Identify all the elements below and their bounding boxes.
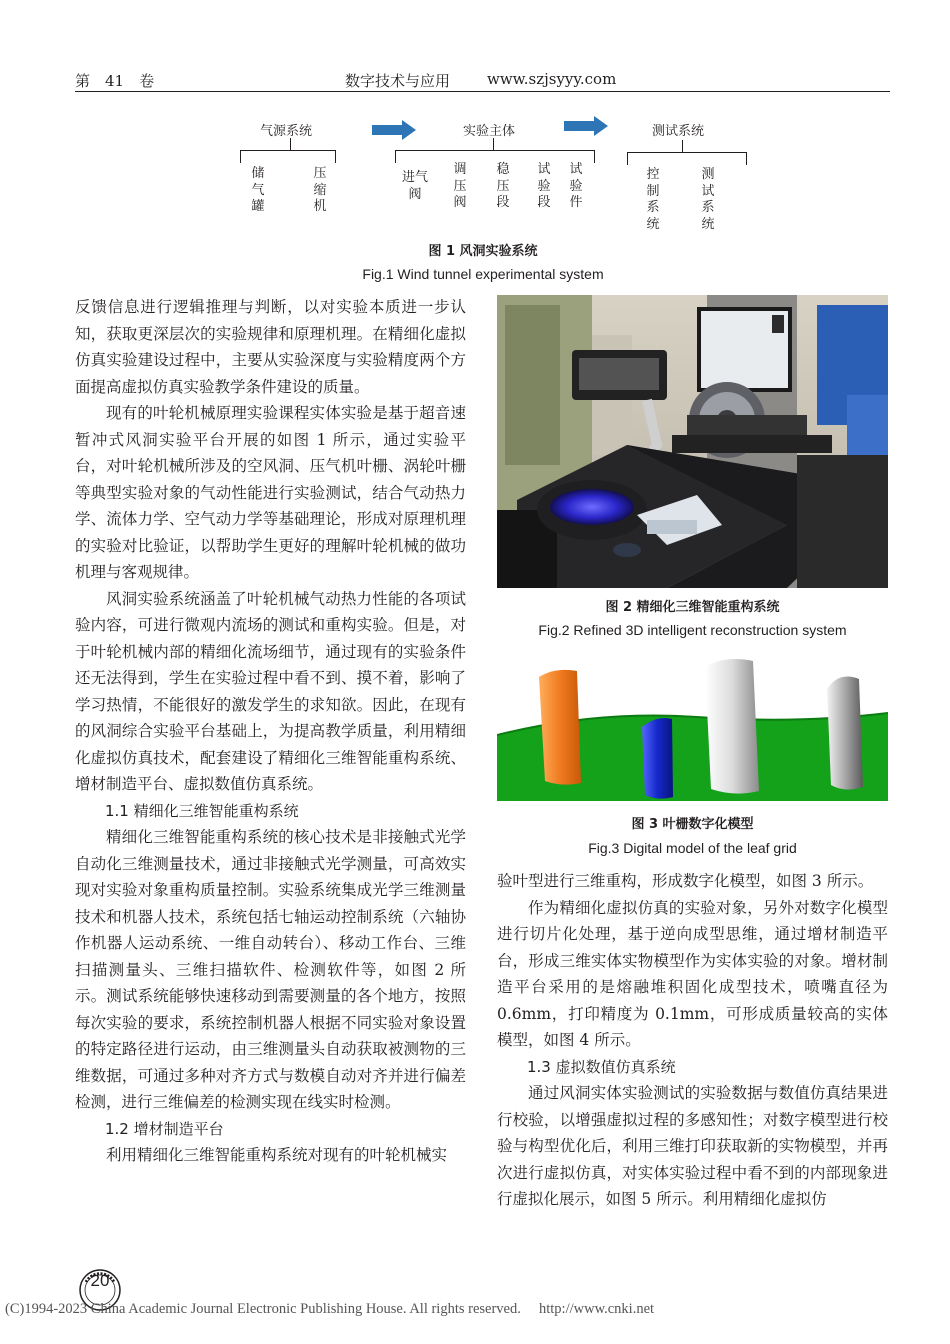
body-paragraph: 作为精细化虚拟仿真的实验对象，另外对数字化模型进行切片化处理，基于逆向成型思维，通过增材制造平台，形成三维实体实物模型作为实体实验的对象。增材制造平台采用的是熔融堆积固化成型技术，喷嘴直径为 0.6mm，打印精度为 0.1mm，可形成质量较高的实体模型，如图 4 所示。 xyxy=(497,898,888,1049)
group-main-body: 实验主体 xyxy=(463,124,516,139)
figure-2-caption-cn: 图 2 精细化三维智能重构系统 xyxy=(605,600,780,615)
item-test-piece: 试验件 xyxy=(569,162,583,210)
body-paragraph: 现有的叶轮机械原理实验课程实体实验是基于超音速暂冲式风洞实验平台开展的如图 1 所示，通过实验平台，对叶轮机械所涉及的空风洞、压气机叶栅、涡轮叶栅等典型实验对象的气动性能进行实验测试，结合气动热力学、流体力学、空气动力学等基础理论，形成对原理机理的实验对比验证，以帮助学生更好的理解叶轮机械的做功机理与客观规律。 xyxy=(75,404,466,581)
body-paragraph: 验叶型进行三维重构，形成数字化模型，如图 3 所示。 xyxy=(497,872,874,890)
body-paragraph: 风洞实验系统涵盖了叶轮机械气动热力性能的各项试验内容，可进行微观内流场的测试和重构实验。但是，对于叶轮机械内部的精细化流场细节，通过现有的实验条件还无法得到，学生在实验过程中看不到、摸不着，影响了学习热情，不能很好的激发学生的求知欲。因此，在现有的风洞综合实验平台基础上，为提高教学质量，利用精细化虚拟仿真技术，配套建设了精细化三维智能重构系统、增材制造平台、虚拟数值仿真系统。 xyxy=(75,589,466,793)
item-pressure-valve: 调压阀 xyxy=(453,162,467,210)
section-heading: 1.1 精细化三维智能重构系统 xyxy=(105,801,299,820)
group-test-system: 测试系统 xyxy=(652,124,705,139)
item-measurement-system: 测试系统 xyxy=(701,167,715,232)
item-control-system: 控制系统 xyxy=(646,167,660,232)
figure-2-photo xyxy=(497,295,888,588)
figure-3-model xyxy=(497,655,888,801)
section-heading: 1.3 虚拟数值仿真系统 xyxy=(527,1057,676,1076)
item-gas-tank: 储气罐 xyxy=(251,166,265,214)
page-number: 20 xyxy=(90,1271,110,1290)
bracket-air xyxy=(240,150,336,163)
figure-3-caption-en: Fig.3 Digital model of the leaf grid xyxy=(588,840,797,856)
lab-equipment-photo xyxy=(497,295,888,588)
figure-1-diagram xyxy=(230,110,760,240)
header-volume: 第 41 卷 xyxy=(75,72,155,90)
body-paragraph: 精细化三维智能重构系统的核心技术是非接触式光学自动化三维测量技术，通过非接触式光学测量，可高效实现对实验对象重构质量控制。实验系统集成光学三维测量技术和机器人技术，系统包括七轴运动控制系统（六轴协作机器人运动系统、一维自动转台）、移动工作台、三维扫描测量头、三维扫描软件、检测软件等，如图 2 所示。测试系统能够快速移动到需要测量的各个地方，按照每次实验的要求，系统控制机器人根据不同实验对象设置的特定路径进行运动，由三维测量头自动获取被测物的三维数据，可通过多种对齐方式与数模自动对齐并进行偏差检测，进行三维偏差的检测实现在线实时检测。 xyxy=(75,828,466,1111)
arrow-right-icon xyxy=(372,120,416,140)
arrow-right-icon xyxy=(564,116,608,136)
figure-2-caption-en: Fig.2 Refined 3D intelligent reconstruction system xyxy=(538,622,847,638)
item-test-section: 试验段 xyxy=(537,162,551,210)
figure-1-caption-cn: 图 1 风洞实验系统 xyxy=(428,244,538,259)
left-column xyxy=(75,294,466,1169)
bracket-test xyxy=(627,152,747,165)
body-paragraph: 反馈信息进行逻辑推理与判断，以对实验本质进一步认知，获取更深层次的实验规律和原理机理。在精细化虚拟仿真实验建设过程中，主要从实验深度与实验精度两个方面提高虚拟仿真实验教学条件建设的质量。 xyxy=(75,298,466,396)
copyright-notice: (C)1994-2023 China Academic Journal Electronic Publishing House. All rights reserved. http://www.cnki.net xyxy=(5,1301,655,1317)
header-website: www.szjsyyy.com xyxy=(487,70,617,88)
item-stabilizing-section: 稳压段 xyxy=(496,162,510,210)
figure-1-caption-en: Fig.1 Wind tunnel experimental system xyxy=(362,266,604,282)
bracket-stem xyxy=(290,138,291,150)
item-compressor: 压缩机 xyxy=(313,166,327,214)
bracket-stem xyxy=(682,140,683,152)
header-journal: 数字技术与应用 xyxy=(345,72,451,90)
blade-cascade-model xyxy=(497,655,888,801)
figure-3-caption-cn: 图 3 叶栅数字化模型 xyxy=(631,817,754,832)
bracket-stem xyxy=(493,138,494,150)
header-rule xyxy=(75,91,890,92)
right-column xyxy=(497,868,888,1213)
item-inlet-valve: 进气阀 xyxy=(401,170,428,202)
group-air-source: 气源系统 xyxy=(260,124,313,139)
section-heading: 1.2 增材制造平台 xyxy=(105,1119,224,1138)
body-paragraph: 利用精细化三维智能重构系统对现有的叶轮机械实 xyxy=(106,1146,448,1164)
body-paragraph: 通过风洞实体实验测试的实验数据与数值仿真结果进行校验，以增强虚拟过程的多感知性；对数字模型进行校验与构型优化后，利用三维打印获取新的实物模型，并再次进行虚拟仿真，对实体实验过程中看不到的内部现象进行虚拟化展示，如图 5 所示。利用精细化虚拟仿 xyxy=(497,1084,888,1208)
